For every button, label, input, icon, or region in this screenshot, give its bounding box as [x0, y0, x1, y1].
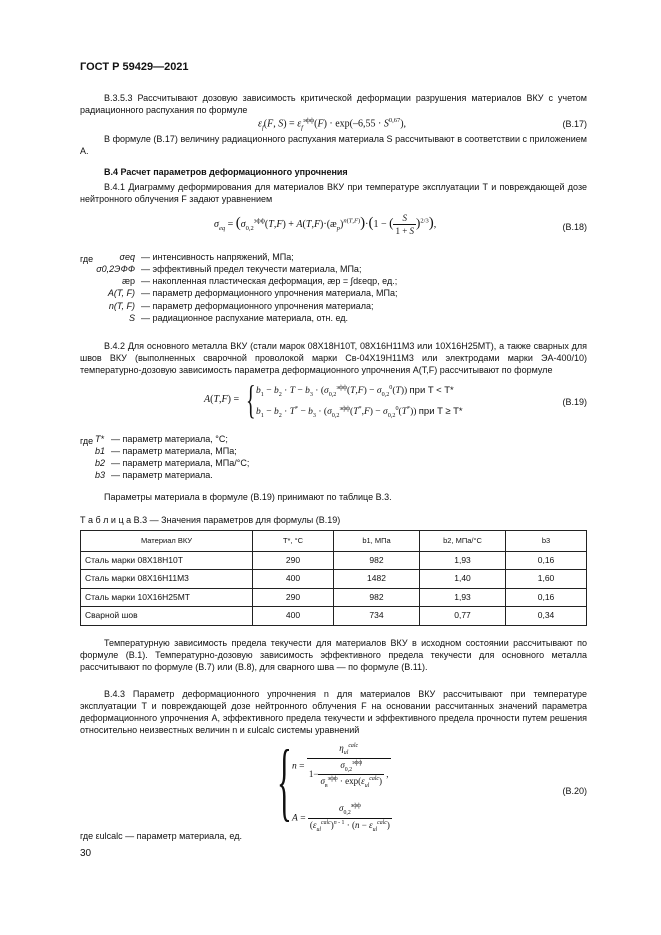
formula-b20-a: A = $\frac{\sigma_{0,2}^{эфф}}{(\varepsilon_{ul}^{calc})^{n - 1} \cdot (n - \varepsilon_{ul}^{calc})}$ — [292, 803, 390, 833]
legend-row — [92, 469, 252, 481]
table-row — [81, 588, 587, 606]
legend-symbol: b2 — [95, 458, 106, 469]
legend-symbol: n(T, F) — [108, 300, 135, 311]
section-title-b4: В.4 Расчет параметров деформационного упрочнения — [104, 167, 348, 177]
table-b3 — [80, 530, 587, 626]
table-row — [81, 570, 587, 588]
formula-b17: $\varepsilon_f(F$, $S) = \varepsilon_f^{эфф}(F) \cdot \exp(-6,55 \cdot S^{0,67})$, — [258, 117, 407, 132]
formula-b20-n: n = $\eta_{ul}^{calc}$ 1− $\frac{\sigma_{0,2}^{эфф}}{\sigma_в^{эфф} \cdot \exp(\varepsilon_{ul}^{calc})}$ , — [292, 743, 389, 790]
table-cell: 1,93 — [420, 552, 506, 570]
table-cell: 0,16 — [506, 552, 587, 570]
formula-b19: A(T,F) = — [204, 394, 240, 405]
equation-number-b20: (В.20) — [562, 786, 587, 796]
equation-number-b18: (В.18) — [562, 222, 587, 232]
paragraph-b41: В.4.1 Диаграмму деформирования для материалов ВКУ при температуре эксплуатации T и повреждающей дозе нейтронного облучения F задают уравнением — [80, 182, 587, 205]
legend-row — [92, 445, 252, 457]
legend-text: — параметр деформационного упрочнения материала; — [141, 300, 374, 311]
table-cell: 982 — [333, 552, 419, 570]
legend-row — [92, 312, 401, 324]
legend-symbol: A(T, F) — [107, 288, 135, 299]
legend-row — [92, 433, 252, 445]
brace-b20: { — [277, 733, 292, 830]
formula-b18: $\sigma_{eq} = (\sigma_{0,2}^{эфф}(T,F)$ + $A(T,F)\cdot(æ_p)^{n(T,F)})\cdot(1$ − ( $\frac{S}{1 + S}$ )$^{2/3}$), — [214, 213, 437, 237]
legend-symbol: σeq — [119, 252, 135, 262]
paragraph-b43: В.4.3 Параметр деформационного упрочнения n для материалов ВКУ рассчитывают при температуре эксплуатации T и повреждающей дозе нейтронного облучения F на основании рассчитанных значений параметра деформационного упрочнения A, эффективного предела текучести и эффективного предела прочности путем решения относительно неизвестных величин n и εulcalc системы уравнений — [80, 689, 587, 736]
legend-row — [92, 300, 401, 312]
table-cell: 0,34 — [506, 607, 587, 625]
formula-b19-case1: $b_1 - b_2 \cdot T - b_3 \cdot (\sigma_{0,2}^{эфф}(T,F) - \sigma_{0,2}^0(T))$ при T < T* — [256, 385, 454, 399]
table-cell: Сталь марки 08Х18Н10Т — [81, 552, 253, 570]
legend-b18 — [92, 251, 401, 324]
legend-where-label: где — [80, 254, 94, 264]
table-header-cell: b1, МПа — [333, 531, 419, 552]
table-header-cell: b3 — [506, 531, 587, 552]
legend-symbol: æp — [121, 276, 135, 287]
legend-b19 — [92, 433, 252, 482]
legend-symbol: S — [128, 312, 135, 323]
legend-symbol: σ0,2ЭФФ — [96, 264, 135, 275]
table-cell: 0,77 — [420, 607, 506, 625]
table-cell: 982 — [333, 588, 419, 606]
paragraph-b353: В.3.5.3 Рассчитывают дозовую зависимость критической деформации разрушения материалов ВКУ с учетом радиационного распухания по формуле — [80, 93, 587, 116]
document-code: ГОСТ Р 59429—2021 — [80, 61, 189, 73]
legend-text: — интенсивность напряжений, МПа; — [141, 252, 294, 262]
table-cell: 1,60 — [506, 570, 587, 588]
legend-symbol: T* — [95, 434, 104, 444]
legend-text: — накопленная пластическая деформация, æp = ∫dεeqp, ед.; — [141, 276, 398, 287]
table-cell: 1482 — [333, 570, 419, 588]
table-cell: 1,93 — [420, 588, 506, 606]
legend-row — [92, 457, 252, 469]
table-caption: Т а б л и ц а В.3 — Значения параметров для формулы (В.19) — [80, 515, 341, 525]
table-row — [81, 607, 587, 625]
table-cell: 1,40 — [420, 570, 506, 588]
legend-row — [92, 263, 401, 275]
table-cell: Сталь марки 10Х16Н25МТ — [81, 588, 253, 606]
legend-text: — параметр материала, МПа; — [111, 446, 237, 457]
legend-text: — параметр материала, °С; — [111, 434, 228, 444]
table-header-cell: Материал ВКУ — [81, 531, 253, 552]
table-cell: 290 — [253, 588, 334, 606]
legend-text: — радиационное распухание материала, отн. ед. — [141, 312, 349, 323]
legend-row — [92, 251, 401, 263]
table-cell: 734 — [333, 607, 419, 625]
table-header-cell: T*, °С — [253, 531, 334, 552]
table-cell: 400 — [253, 570, 334, 588]
paragraph-b17-note: В формуле (В.17) величину радиационного распухания материала S рассчитывают в соответствии с приложением А. — [80, 134, 587, 157]
final-note: где εulcalc — параметр материала, ед. — [80, 831, 242, 841]
legend-text: — параметр материала. — [111, 470, 213, 481]
legend-where-label: где — [80, 436, 94, 446]
table-row — [81, 552, 587, 570]
legend-text: — параметр деформационного упрочнения материала, МПа; — [141, 288, 398, 299]
params-note: Параметры материала в формуле (В.19) принимают по таблице В.3. — [104, 492, 392, 502]
paragraph-b42: В.4.2 Для основного металла ВКУ (стали марок 08Х18Н10Т, 08Х16Н11М3 или 10Х16Н25МТ), а также сварных для швов ВКУ (выполненных сварочной проволокой марки Св-04Х19Н11М3 или электродами марки ЭА-400/10) температурно-дозовую зависимость параметра деформационного упрочнения A(T,F) рассчитывают по формуле — [80, 341, 587, 376]
legend-text: — параметр материала, МПа/°С; — [111, 458, 250, 469]
equation-number-b19: (В.19) — [562, 397, 587, 407]
legend-symbol: b1 — [95, 446, 106, 457]
table-header-cell: b2, МПа/°С — [420, 531, 506, 552]
formula-b19-case2: $b_1 - b_2 \cdot T^* - b_3 \cdot (\sigma_{0,2}^{эфф}(T^*,F) - \sigma_{0,2}^0(T^*))$ при T ≥ T* — [256, 406, 463, 420]
table-cell: Сталь марки 08Х16Н11М3 — [81, 570, 253, 588]
table-cell: 400 — [253, 607, 334, 625]
equation-number-b17: (В.17) — [562, 119, 587, 129]
brace-b19: { — [246, 377, 256, 422]
table-header-row — [81, 531, 587, 552]
table-cell: 0,16 — [506, 588, 587, 606]
table-cell: Сварной шов — [81, 607, 253, 625]
legend-text: — эффективный предел текучести материала, МПа; — [141, 264, 362, 275]
legend-row — [92, 275, 401, 287]
table-cell: 290 — [253, 552, 334, 570]
page-number: 30 — [80, 848, 92, 859]
legend-symbol: b3 — [95, 470, 106, 481]
legend-row — [92, 287, 401, 299]
paragraph-temp: Температурную зависимость предела текучести для материалов ВКУ в исходном состоянии рассчитывают по формуле (В.1). Температурно-дозовую зависимость эффективного предела текучести для основного металла рассчитывают по формуле (В.7) или (В.8), для сварного шва — по формуле (В.11). — [80, 638, 587, 673]
